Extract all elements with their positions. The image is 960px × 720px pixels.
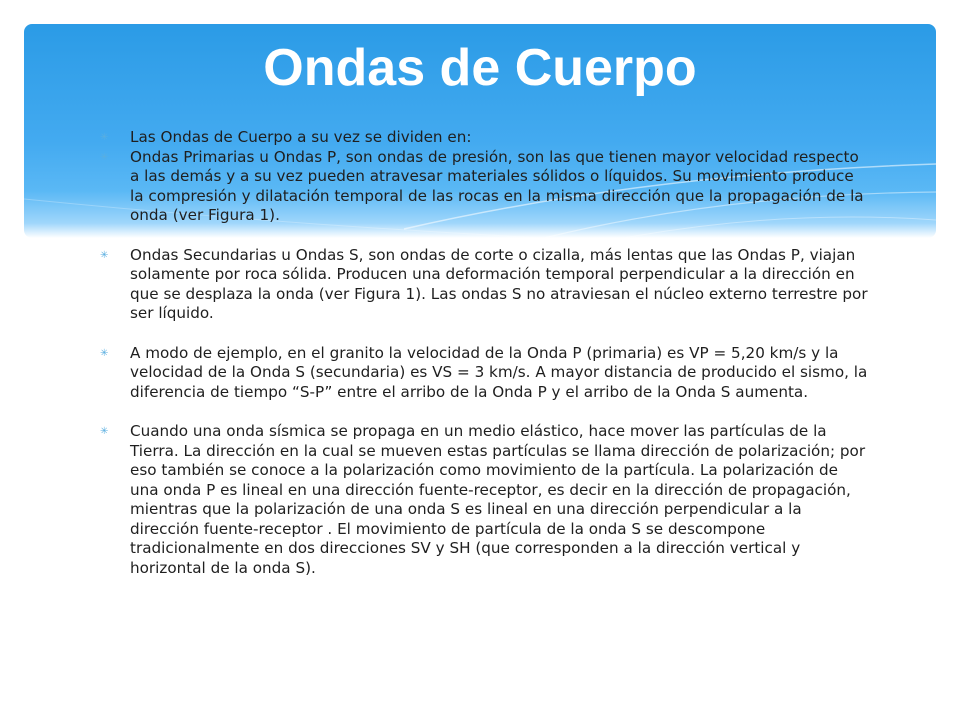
bullet-text: Las Ondas de Cuerpo a su vez se dividen en: <box>130 128 472 146</box>
bullet-item-polarizacion <box>100 422 870 578</box>
bullet-text: Ondas Primarias u Ondas P, son ondas de presión, son las que tienen mayor velocidad respecto a las demás y a su vez pueden atravesar materiales sólidos o líquidos. Su movimiento produce la compresión y dilatación temporal de las rocas en la misma dirección que la propagación de la onda (ver Figura 1). <box>130 147 864 224</box>
bullet-item-intro <box>100 128 870 148</box>
bullet-item-ondas-p <box>100 148 870 226</box>
asterisk-bullet-icon: ✳ <box>100 132 109 143</box>
asterisk-bullet-icon: ✳ <box>100 347 109 359</box>
bullet-text: Ondas Secundarias u Ondas S, son ondas de corte o cizalla, más lentas que las Ondas P, viajan solamente por roca sólida. Producen una deformación temporal perpendicular a la dirección en que se desplaza la onda (ver Figura 1). Las ondas S no atraviesan el núcleo externo terrestre por ser líquido. <box>130 245 868 322</box>
asterisk-bullet-icon: ✳ <box>100 249 109 261</box>
asterisk-bullet-icon: ✳ <box>100 426 109 437</box>
bullet-item-ondas-s <box>100 246 870 324</box>
bullet-text: Cuando una onda sísmica se propaga en un medio elástico, hace mover las partículas de la Tierra. La dirección en la cual se mueven estas partículas se llama dirección de polarización; por eso también se conoce a la polarización como movimiento de la partícula. La polarización de una onda P es lineal en una dirección fuente-receptor, es decir en la dirección de propagación, mientras que la polarización de una onda S es lineal en una dirección perpendicular a la dirección fuente-receptor . El movimiento de partícula de la onda S se descompone tradicionalmente en dos direcciones SV y SH (que corresponden a la dirección vertical y horizontal de la onda S). <box>130 422 866 577</box>
slide-title: Ondas de Cuerpo <box>263 39 697 97</box>
asterisk-bullet-icon: ✳ <box>100 151 109 163</box>
slide-body <box>100 128 870 578</box>
bullet-text: A modo de ejemplo, en el granito la velocidad de la Onda P (primaria) es VP = 5,20 km/s y la velocidad de la Onda S (secundaria) es VS = 3 km/s. A mayor distancia de producido el sismo, la diferencia de tiempo “S-P” entre el arribo de la Onda P y el arribo de la Onda S aumenta. <box>130 343 868 401</box>
bullet-item-ejemplo <box>100 344 870 403</box>
